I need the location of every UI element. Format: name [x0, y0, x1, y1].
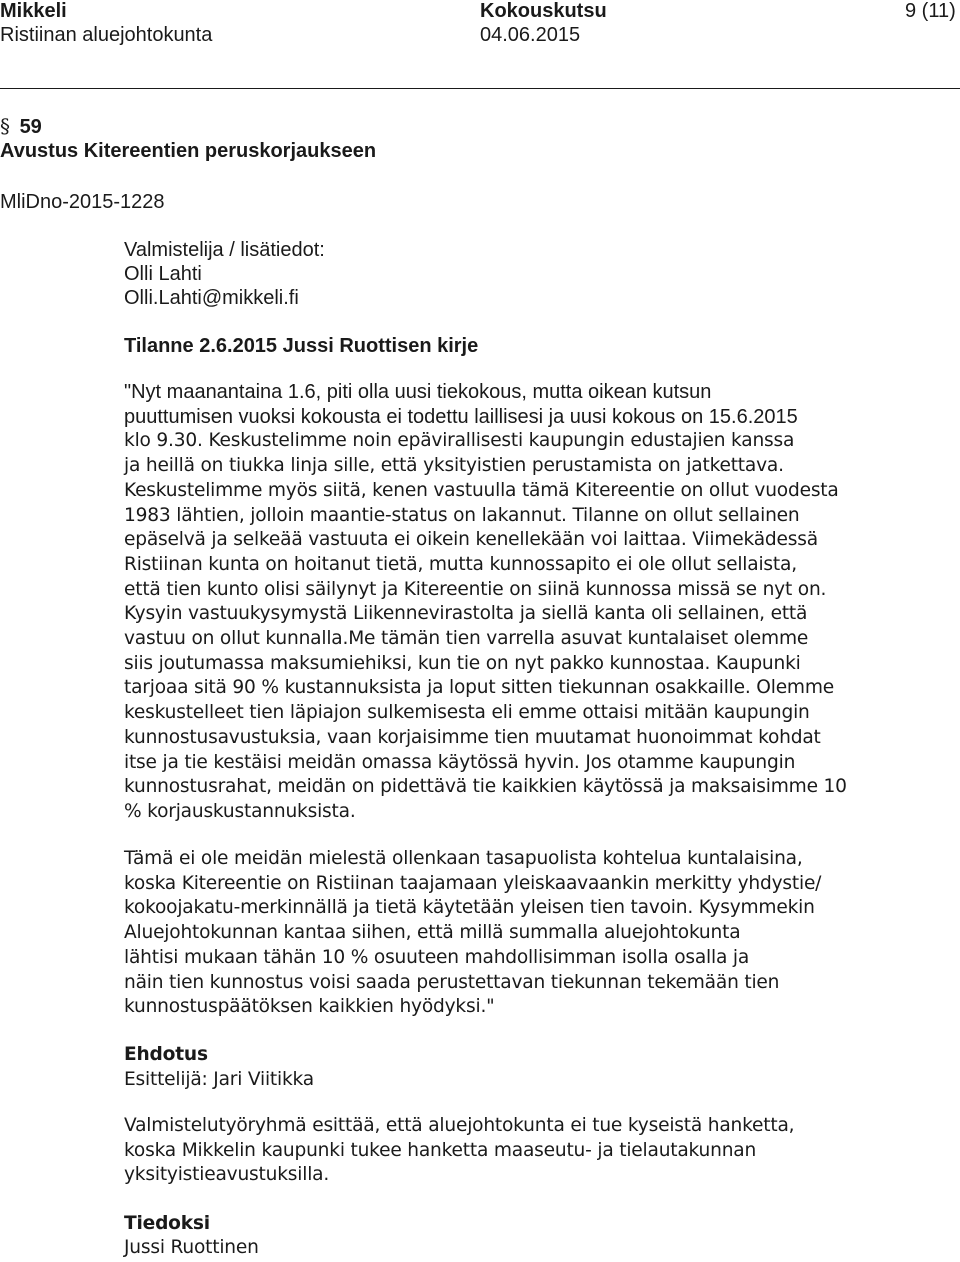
letter-line: keskustelleet tien läpiajon sulkemisesta eli emme ottaisi mitään kaupungin [124, 702, 810, 724]
section-number-value: 59 [19, 116, 42, 138]
letter-line: Aluejohtokunnan kantaa siihen, että millä summalla aluejohtokunta [124, 922, 741, 944]
proposal-line: koska Mikkelin kaupunki tukee hanketta maaseutu- ja tielautakunnan [124, 1139, 757, 1161]
info-heading: Tiedoksi [124, 1213, 210, 1234]
letter-line: itse ja tie kestäisi meidän omassa käytössä hyvin. Jos otamme kaupungin [124, 751, 796, 773]
letter-line: näin tien kunnostus voisi saada perustettavan tiekunnan tekemään tien [124, 971, 780, 993]
letter-line: Tämä ei ole meidän mielestä ollenkaan tasapuolista kohtelua kuntalaisina, [124, 848, 803, 869]
letter-line: ja heillä on tiukka linja sille, että yksityistien perustamista on jatkettava. [124, 455, 784, 477]
letter-line: klo 9.30. Keskustelimme noin epävirallisesti kaupungin edustajien kanssa [124, 430, 795, 452]
letter-line: kunnostusavustuksia, vaan korjaisimme tien muutamat huonoimmat kohdat [124, 726, 821, 748]
proposal-line: yksityistieavustuksilla. [124, 1164, 330, 1186]
letter-line: Keskustelimme myös siitä, kenen vastuulla tämä Kitereentie on ollut vuodesta [124, 479, 839, 501]
letter-line: "Nyt maanantaina 1.6, piti olla uusi tiekokous, mutta oikean kutsun [124, 381, 712, 403]
preparer-label: Valmistelija / lisätiedot: [124, 239, 325, 261]
header-date: 04.06.2015 [480, 24, 581, 46]
letter-line: siis joutumassa maksumiehiksi, kun tie on nyt pakko kunnostaa. Kaupunki [124, 652, 801, 674]
letter-line: koska Kitereentie on Ristiinan taajamaan yleiskaavaankin merkitty yhdystie/ [124, 872, 822, 894]
letter-line: vastuu on ollut kunnalla.Me tämän tien varrella asuvat kuntalaiset olemme [124, 628, 809, 650]
proposal-heading: Ehdotus [124, 1044, 208, 1065]
letter-line: että tien kunto olisi säilynyt ja Kitereentie on siinä kunnossa missä se nyt on. [124, 578, 827, 600]
letter-paragraph-1 [124, 380, 944, 825]
letter-line: kunnostuspäätöksen kaikkien hyödyksi." [124, 996, 495, 1018]
status-heading: Tilanne 2.6.2015 Jussi Ruottisen kirje [124, 335, 479, 357]
info-recipient: Jussi Ruottinen [124, 1237, 259, 1258]
letter-line: Ristiinan kunta on hoitanut tietä, mutta kunnossapito ei ole ollut sellaista, [124, 553, 797, 575]
document-id: MliDno-2015-1228 [0, 191, 165, 213]
preparer-name: Olli Lahti [124, 263, 202, 285]
letter-line: % korjauskustannuksista. [124, 800, 356, 822]
header-org: Mikkeli [0, 0, 67, 22]
letter-line: 1983 lähtien, jolloin maantie-status on lakannut. Tilanne on ollut sellainen [124, 504, 800, 526]
letter-line: epäselvä ja selkeää vastuuta ei oikein kenellekään voi laittaa. Viimekädessä [124, 529, 818, 551]
letter-line: tarjoaa sitä 90 % kustannuksista ja loput sitten tiekunnan osakkaille. Olemme [124, 677, 835, 699]
letter-line: lähtisi mukaan tähän 10 % osuuteen mahdollisimman isolla osalla ja [124, 946, 750, 968]
letter-line: Kysyin vastuukysymystä Liikennevirastolta ja siellä kanta oli sellainen, että [124, 603, 808, 625]
letter-paragraph-2 [124, 847, 944, 1020]
header-divider [0, 88, 960, 89]
proposal-text [124, 1114, 944, 1188]
letter-line: kokoojakatu-merkinnällä ja tietä käytetään yleisen tien tavoin. Kysymmekin [124, 897, 815, 919]
section-title: Avustus Kitereentien peruskorjaukseen [0, 140, 377, 162]
paragraph-symbol-icon: § [0, 114, 10, 138]
header-body-name: Ristiinan aluejohtokunta [0, 24, 213, 46]
proposal-line: Valmistelutyöryhmä esittää, että aluejohtokunta ei tue kyseistä hanketta, [124, 1115, 795, 1136]
section-number [0, 114, 42, 139]
header-doc-type: Kokouskutsu [480, 0, 607, 22]
proposal-presenter: Esittelijä: Jari Viitikka [124, 1069, 314, 1090]
preparer-email: Olli.Lahti@mikkeli.fi [124, 287, 299, 309]
letter-line: puuttumisen vuoksi kokousta ei todettu laillisesi ja uusi kokous on 15.6.2015 [124, 405, 798, 428]
letter-line: kunnostusrahat, meidän on pidettävä tie kaikkien käytössä ja maksaisimme 10 [124, 776, 847, 798]
header-page-number: 9 (11) [905, 0, 956, 22]
